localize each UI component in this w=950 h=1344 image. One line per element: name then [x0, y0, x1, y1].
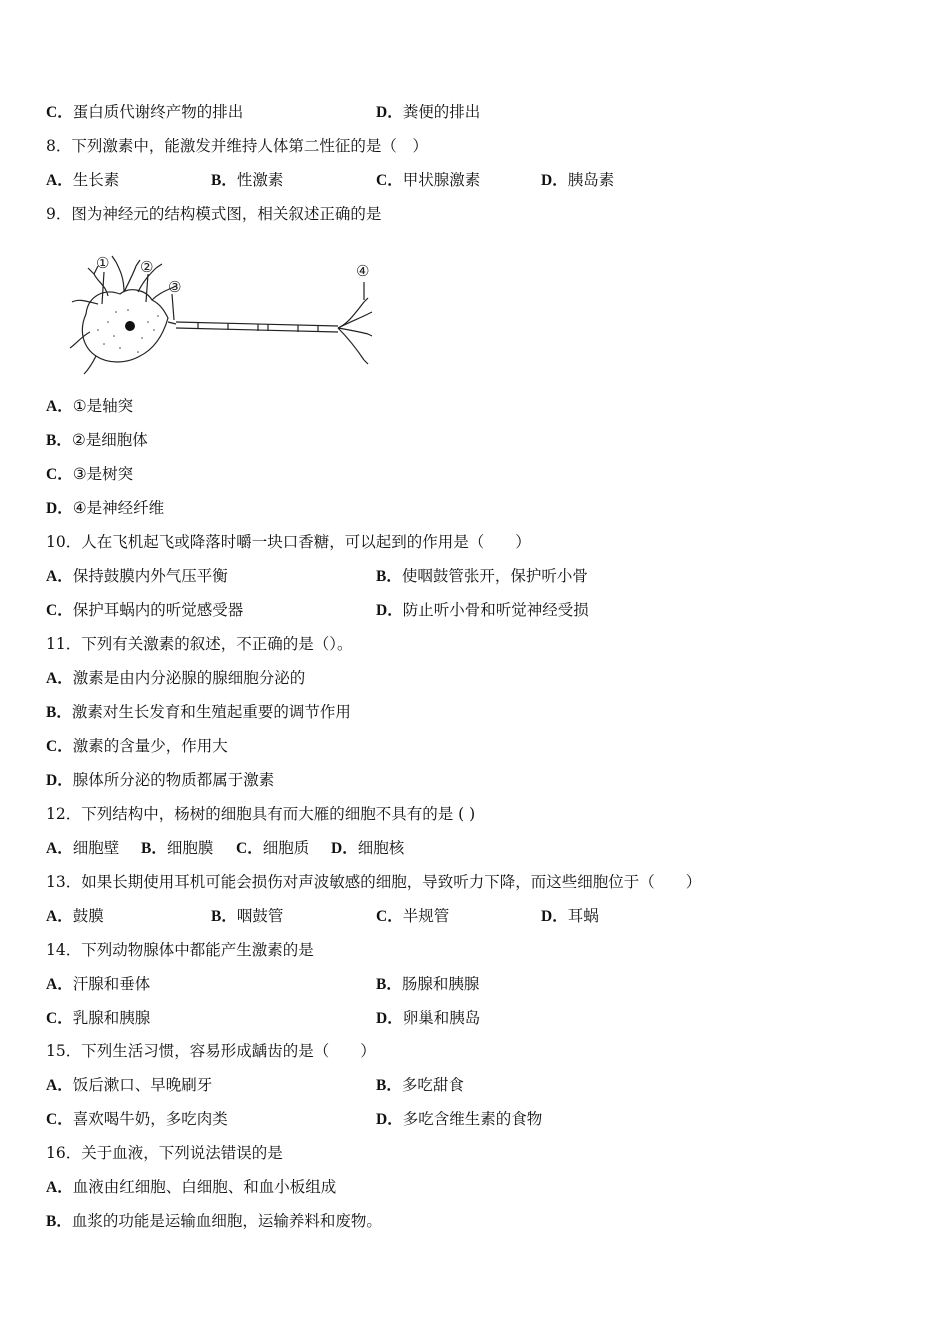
q7-option-c: C．蛋白质代谢终产物的排出: [46, 103, 244, 121]
q8-option-a: A．生长素: [46, 171, 120, 189]
q8-stem: 8．下列激素中，能激发并维持人体第二性征的是（ ）: [46, 137, 428, 155]
dendrite-tip: [112, 256, 162, 268]
q15-option-b: B．多吃甜食: [376, 1076, 464, 1094]
axon-upper: [176, 322, 338, 326]
q15-stem: 15．下列生活习惯，容易形成龋齿的是（ ）: [46, 1042, 376, 1060]
q8-option-c: C．甲状腺激素: [376, 171, 481, 189]
q16-option-b: B．血浆的功能是运输血细胞，运输养料和废物。: [46, 1212, 382, 1230]
q10-stem: 10．人在飞机起飞或降落时嚼一块口香糖，可以起到的作用是（ ）: [46, 533, 531, 551]
dendrite-branch: [72, 300, 98, 304]
q14-option-c: C．乳腺和胰腺: [46, 1009, 151, 1027]
q13-option-d: D．耳蜗: [541, 907, 599, 925]
q14-option-a: A．汗腺和垂体: [46, 975, 151, 993]
q10-option-d: D．防止听小骨和听觉神经受损: [376, 601, 589, 619]
q11-option-c: C．激素的含量少，作用大: [46, 737, 228, 755]
q11-stem: 11．下列有关激素的叙述，不正确的是（）。: [46, 635, 353, 653]
q11-option-b: B．激素对生长发育和生殖起重要的调节作用: [46, 703, 351, 721]
q13-option-b: B．咽鼓管: [211, 907, 284, 925]
q9-option-c: C．③是树突: [46, 465, 134, 483]
q12-stem: 12．下列结构中，杨树的细胞具有而大雁的细胞不具有的是 ( ): [46, 805, 476, 823]
neuron-diagram: [68, 252, 378, 376]
q8-option-b: B．性激素: [211, 171, 284, 189]
cytoplasm-dots: [97, 309, 159, 353]
q15-option-d: D．多吃含维生素的食物: [376, 1110, 543, 1128]
q12-option-c: C．细胞质: [236, 839, 310, 857]
label-3-leader: [172, 294, 174, 320]
q10-option-b: B．使咽鼓管张开，保护听小骨: [376, 567, 588, 585]
dendrite-branch: [84, 356, 96, 374]
neuron-diagram-svg: [68, 252, 378, 376]
q10-option-a: A．保持鼓膜内外气压平衡: [46, 567, 228, 585]
q14-option-b: B．肠腺和胰腺: [376, 975, 480, 993]
q11-option-a: A．激素是由内分泌腺的腺细胞分泌的: [46, 669, 306, 687]
axon-lower: [176, 328, 338, 332]
q16-stem: 16．关于血液，下列说法错误的是: [46, 1144, 283, 1162]
q13-option-c: C．半规管: [376, 907, 450, 925]
q14-option-d: D．卵巢和胰岛: [376, 1009, 481, 1027]
nucleus: [125, 321, 135, 331]
q9-option-b: B．②是细胞体: [46, 431, 148, 449]
dendrite-branch: [70, 332, 90, 348]
q13-option-a: A．鼓膜: [46, 907, 104, 925]
q10-option-c: C．保护耳蜗内的听觉感受器: [46, 601, 244, 619]
axon-terminal: [338, 302, 364, 328]
label-3: ③: [168, 278, 182, 296]
dendrite-branch: [124, 266, 136, 292]
q16-option-a: A．血液由红细胞、白细胞、和血小板组成: [46, 1178, 337, 1196]
axon-terminal-tips: [364, 298, 372, 364]
q7-option-d: D．粪便的排出: [376, 103, 481, 121]
q8-option-d: D．胰岛素: [541, 171, 615, 189]
q11-option-d: D．腺体所分泌的物质都属于激素: [46, 771, 275, 789]
q12-option-b: B．细胞膜: [141, 839, 214, 857]
label-4: ④: [356, 262, 370, 280]
q14-stem: 14．下列动物腺体中都能产生激素的是: [46, 941, 314, 959]
q13-stem: 13．如果长期使用耳机可能会损伤对声波敏感的细胞，导致听力下降，而这些细胞位于（ ）: [46, 873, 702, 891]
q12-option-a: A．细胞壁: [46, 839, 120, 857]
axon-terminal: [338, 328, 364, 360]
label-1-leader: [102, 272, 104, 304]
axon-hillock: [168, 322, 176, 324]
label-2: ②: [140, 258, 154, 276]
q15-option-a: A．饭后漱口、早晚刷牙: [46, 1076, 213, 1094]
dendrite-branch: [116, 262, 124, 292]
q9-stem: 9．图为神经元的结构模式图，相关叙述正确的是: [46, 205, 382, 223]
q15-option-c: C．喜欢喝牛奶，多吃肉类: [46, 1110, 228, 1128]
label-1: ①: [96, 254, 110, 272]
q9-option-a: A．①是轴突: [46, 397, 134, 415]
q12-option-d: D．细胞核: [331, 839, 405, 857]
q9-option-d: D．④是神经纤维: [46, 499, 165, 517]
